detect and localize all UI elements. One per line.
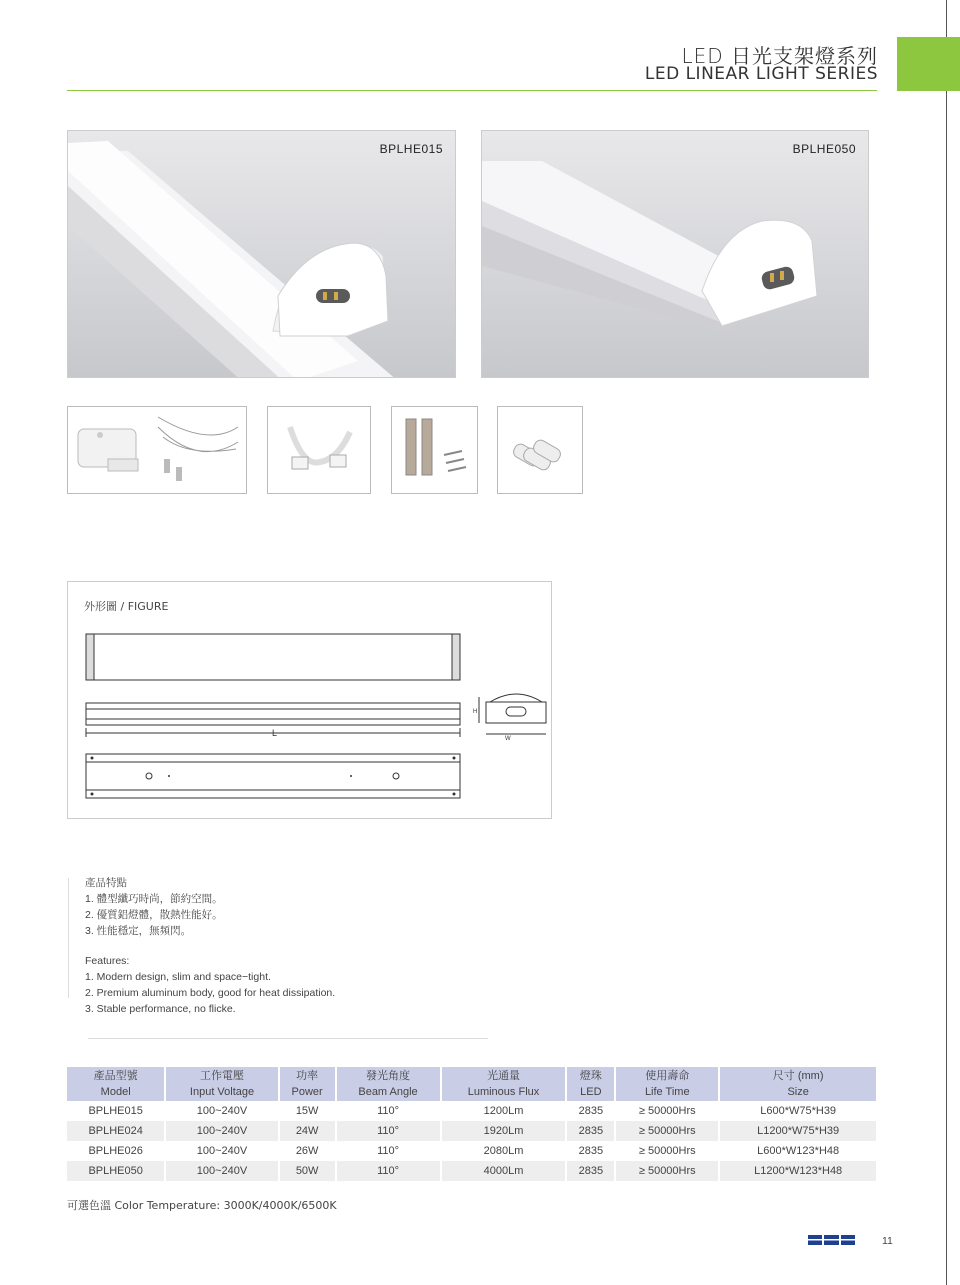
product-photo-bplhe050 (481, 130, 869, 378)
features-en (85, 953, 335, 1017)
technical-drawing (68, 582, 551, 818)
dimension-width: W (505, 736, 511, 742)
spec-table (67, 1067, 878, 1181)
table-row: BPLHE024 100~240V 24W 110° 1920Lm 2835 ≥ 50000Hrs L1200*W75*H39 (67, 1121, 877, 1141)
figure-drawing-box (67, 581, 552, 819)
dimension-length: L (272, 728, 278, 738)
table-row: BPLHE015 100~240V 15W 110° 1200Lm 2835 ≥ 50000Hrs L600*W75*H39 (67, 1101, 877, 1121)
col-led: 燈珠 LED (566, 1067, 615, 1101)
end-cap-icon (498, 407, 582, 493)
col-life-time: 使用壽命 Life Time (615, 1067, 719, 1101)
table-row: BPLHE026 100~240V 26W 110° 2080Lm 2835 ≥ 50000Hrs L600*W123*H48 (67, 1141, 877, 1161)
driver-box-icon (68, 407, 246, 493)
accessory-driver-and-cables (67, 406, 247, 494)
page-edge-rule (946, 0, 947, 1285)
mounting-bracket-icon (392, 407, 477, 493)
dimension-height: H (473, 709, 478, 715)
section-tab (897, 37, 960, 91)
features-cn-item: 3. 性能穩定，無頻閃。 (85, 925, 192, 937)
linear-light-image (482, 131, 868, 377)
accessory-connector-cable (267, 406, 371, 494)
page-title-cn: LED 日光支架燈系列 (681, 44, 878, 68)
bmc-logo (808, 1234, 855, 1246)
accessory-end-caps (497, 406, 583, 494)
features-en-heading: Features: (85, 955, 130, 967)
product-photo-bplhe015 (67, 130, 456, 378)
features-cn-item: 2. 優質鋁燈體，散熱性能好。 (85, 909, 223, 921)
product-label: BPLHE015 (379, 142, 443, 156)
product-label: BPLHE050 (792, 142, 856, 156)
table-header-row (67, 1067, 877, 1101)
figure-title: 外形圖 / FIGURE (84, 600, 169, 613)
linear-light-image (68, 131, 455, 377)
col-luminous-flux: 光通量 Luminous Flux (441, 1067, 567, 1101)
col-size: 尺寸 (mm) Size (719, 1067, 877, 1101)
features-cn-item: 1. 體型纖巧時尚，節約空間。 (85, 893, 223, 905)
page-title-en: LED LINEAR LIGHT SERIES (644, 64, 878, 84)
accessory-brackets-screws (391, 406, 478, 494)
title-divider (67, 90, 877, 91)
feature-bracket-left (68, 878, 69, 998)
col-input-voltage: 工作電壓 Input Voltage (165, 1067, 278, 1101)
feature-bracket-bottom (88, 1038, 488, 1039)
page-number: 11 (882, 1235, 893, 1247)
color-temperature-note: 可選色溫 Color Temperature: 3000K/4000K/6500K (67, 1199, 337, 1212)
features-cn (85, 875, 223, 939)
features-en-item: 2. Premium aluminum body, good for heat dissipation. (85, 987, 336, 999)
features-en-item: 1. Modern design, slim and space−tight. (85, 971, 271, 983)
connector-cable-icon (268, 407, 370, 493)
features-en-item: 3. Stable performance, no flicke. (85, 1003, 236, 1015)
col-beam-angle: 發光角度 Beam Angle (336, 1067, 441, 1101)
col-model: 產品型號 Model (67, 1067, 165, 1101)
col-power: 功率 Power (279, 1067, 336, 1101)
features-cn-heading: 產品特點 (85, 877, 127, 889)
table-row: BPLHE050 100~240V 50W 110° 4000Lm 2835 ≥ 50000Hrs L1200*W123*H48 (67, 1161, 877, 1181)
